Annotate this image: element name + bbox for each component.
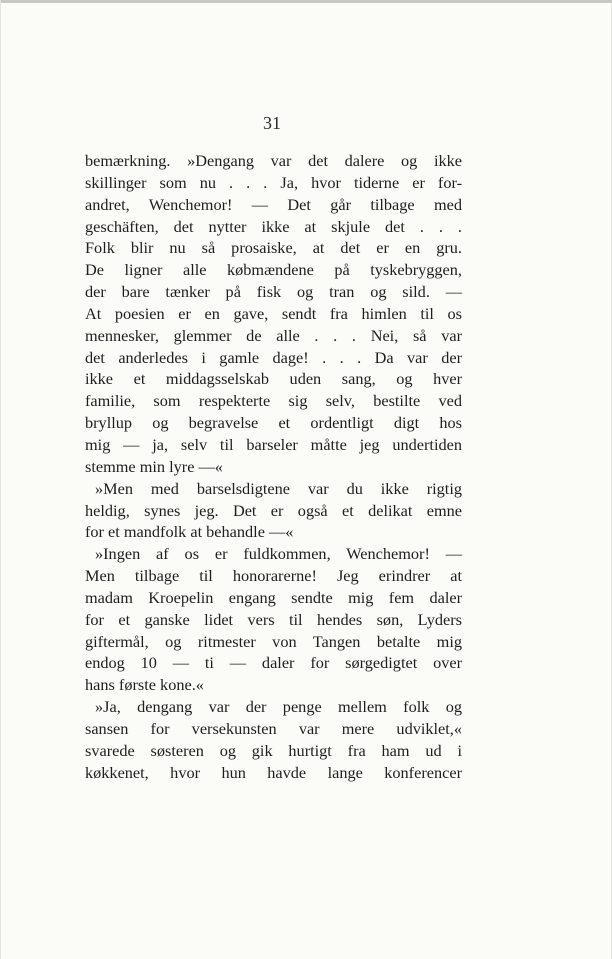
- text-line: for et mandfolk at behandle —«: [85, 522, 294, 542]
- text-line: endog 10 — ti — daler for sørgedigtet over: [85, 653, 462, 673]
- text-line: for et ganske lidet vers til hendes søn, Lyders: [85, 609, 462, 629]
- text-line: Men tilbage til honorarerne! Jeg erindrer at: [85, 566, 462, 586]
- text-line: madam Kroepelin engang sendte mig fem daler: [85, 587, 462, 607]
- text-line: mig — ja, selv til barseler måtte jeg undertiden: [85, 434, 462, 454]
- text-line: heldig, synes jeg. Det er også et delikat emne: [85, 500, 462, 520]
- text-line: det anderledes i gamle dage! . . . Da var der: [85, 347, 462, 367]
- text-line: hans første kone.«: [85, 675, 204, 695]
- text-line: »Ingen af os er fuldkommen, Wenchemor! —: [95, 544, 462, 564]
- text-line: geschäften, det nytter ikke at skjule det . . .: [85, 216, 462, 236]
- text-line: bryllup og begravelse et ordentligt digt hos: [85, 413, 462, 433]
- text-line: »Men med barselsdigtene var du ikke rigtig: [95, 478, 462, 498]
- page-top-edge: [1, 0, 612, 3]
- text-line: familie, som respekterte sig selv, bestilte ved: [85, 391, 462, 411]
- text-line: andret, Wenchemor! — Det går tilbage med: [85, 194, 462, 214]
- text-line: ikke et middagsselskab uden sang, og hver: [85, 369, 462, 389]
- text-line: bemærkning. »Dengang var det dalere og ikke: [85, 151, 462, 170]
- text-line: svarede søsteren og gik hurtigt fra ham ud i: [85, 740, 462, 760]
- text-line: At poesien er en gave, sendt fra himlen til os: [85, 303, 462, 323]
- text-line: sansen for versekunsten var mere udviklet,«: [85, 718, 462, 738]
- body-text: [85, 150, 462, 783]
- text-line: skillinger som nu . . . Ja, hvor tiderne er for-: [85, 172, 462, 192]
- text-line: mennesker, glemmer de alle . . . Nei, så var: [85, 325, 462, 345]
- text-line: stemme min lyre —«: [85, 456, 223, 476]
- text-line: giftermål, og ritmester von Tangen betalte mig: [85, 631, 462, 651]
- page-number: 31: [263, 113, 281, 133]
- text-line: der bare tænker på fisk og tran og sild. —: [85, 282, 462, 302]
- text-line: køkkenet, hvor hun havde lange konferencer: [85, 762, 462, 782]
- text-line: De ligner alle købmændene på tyskebryggen,: [85, 260, 462, 280]
- text-line: »Ja, dengang var der penge mellem folk og: [95, 697, 462, 717]
- text-line: Folk blir nu så prosaiske, at det er en gru.: [85, 238, 462, 258]
